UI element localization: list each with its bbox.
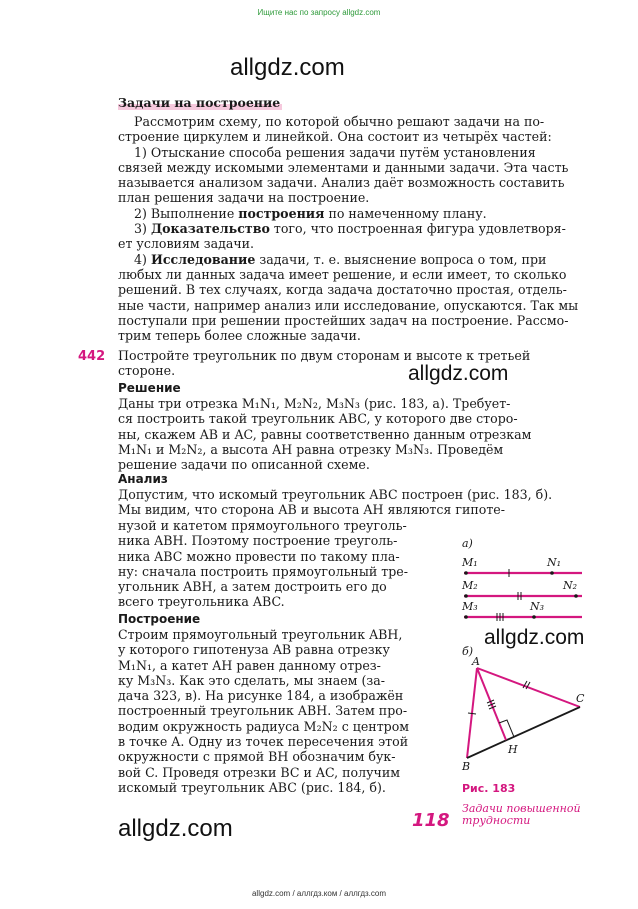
label-point-h: H [508,743,518,756]
text-line: угольник ABH, а затем достроить его до [118,579,387,595]
construction-block [118,627,456,795]
label-n2: N₂ [563,579,578,592]
text-line: план решения задачи на построение. [118,190,370,206]
text-line: дача 323, в). На рисунке 184, а изображён [118,688,404,704]
problem-number: 442 [78,349,106,364]
text-line: любых ли данных задача имеет решение, и если имеет, то сколько [118,266,567,282]
intro-text [118,114,586,343]
text-line: связей между искомыми элементами и данными задачи. Эта часть [118,159,569,175]
problem-text [118,348,586,379]
text-line: 2) Выполнение построения по намеченному плану. [134,205,487,221]
text-line: поступали при решении простейших задач на построение. Рассмо- [118,312,569,328]
text-line: решений. В тех случаях, когда задача достаточно простая, отдель- [118,282,567,298]
text-line: ку M₃N₃. Как это сделать, мы знаем (за- [118,672,386,688]
triangle-figure [0,0,1,1]
text-line: ника ABH. Поэтому построение треуголь- [118,533,398,549]
segment-3 [464,613,582,621]
analysis-narrow [118,518,456,610]
text-line: Мы видим, что сторона AB и высота AH являются гипоте- [118,502,505,518]
text-line: ет условиям задачи. [118,236,255,252]
watermark-middle: allgdz.com [408,362,509,385]
text-line: нузой и катетом прямоугольного треуголь- [118,518,407,533]
watermark-top: allgdz.com [230,54,345,81]
label-m2: M₂ [462,579,478,592]
footer-links: allgdz.com / аллгдз.ком / аллгдз.com [251,889,387,898]
label-n1: N₁ [547,556,562,569]
text-line: ника ABC можно провести по такому пла- [118,548,400,564]
label-point-b: B [462,760,471,773]
text-line: у которого гипотенуза AB равна отрезку [118,642,390,658]
text-line: всего треугольника ABC. [118,594,285,610]
text-line: Задачи повышенной [462,802,581,815]
watermark-figure: allgdz.com [484,626,585,649]
text-line: построенный треугольник ABH. Затем про- [118,703,408,719]
text-line: 1) Отыскание способа решения задачи путём установления [134,144,536,160]
text-line: искомый треугольник ABC (рис. 184, б). [118,779,386,795]
difficulty-note [462,803,592,827]
text-line: в точке A. Одну из точек пересечения этой [118,734,409,750]
figure-label-b: б) [462,645,474,658]
label-n3: N₃ [530,600,545,613]
text-line: 3) Доказательство того, что построенная фигура удовлетворя- [134,221,566,237]
text-line: 4) Исследование задачи, т. е. выяснение вопроса о том, при [134,251,547,267]
figure-caption: Рис. 183 [462,782,516,795]
text-line: строение циркулем и линейкой. Она состоит из четырёх частей: [118,129,552,145]
top-search-note: Ищите нас по запросу allgdz.com [257,8,381,17]
text-line: трим теперь более сложные задачи. [118,328,361,344]
text-line: Строим прямоугольный треугольник ABH, [118,627,403,642]
text-line: называется анализом задачи. Анализ даёт возможность составить [118,175,565,191]
text-line: окружности с прямой BH обозначим бук- [118,749,396,765]
section-title: Задачи на построение [118,95,281,110]
text-line: M₁N₁ и M₂N₂, а высота AH равна отрезку M₃N₃. Проведём [118,441,504,457]
label-point-a: A [472,655,480,668]
label-point-c: C [576,692,585,705]
analysis-heading: Анализ [118,472,168,486]
label-m3: M₃ [462,600,478,613]
text-line: вой C. Проведя отрезки BC и AC, получим [118,764,401,780]
watermark-bottom: allgdz.com [118,815,233,842]
page-number: 118 [412,810,450,831]
text-line: ся построить такой треугольник ABC, у которого две сторо- [118,411,518,427]
text-line: ные части, например анализ или исследование, опускаются. Так мы [118,297,579,313]
analysis-wide [118,487,586,518]
solution-heading: Решение [118,381,181,395]
text-line: трудности [462,814,531,827]
text-line: ну: сначала построить прямоугольный тре- [118,563,408,579]
text-line: водим окружность радиуса M₂N₂ с центром [118,718,410,734]
text-line: Допустим, что искомый треугольник ABC построен (рис. 183, б). [118,487,553,502]
text-line: Даны три отрезка M₁N₁, M₂N₂, M₃N₃ (рис. 183, а). Требует- [118,396,511,411]
text-line: стороне. [118,363,176,379]
label-m1: M₁ [462,556,478,569]
text-line: решение задачи по описанной схеме. [118,457,370,473]
solution-block [118,381,586,472]
text-line: M₁N₁, а катет AH равен данному отрез- [118,657,381,673]
segment-2 [464,592,582,600]
text-line: ны, скажем AB и AC, равны соответственно данным отрезкам [118,426,532,442]
figure-label-a: а) [462,537,473,550]
text-line: Рассмотрим схему, по которой обычно решают задачи на по- [134,114,545,129]
segment-1 [464,569,582,577]
triangle-abc [467,668,580,758]
construction-heading: Построение [118,612,201,626]
text-line: Постройте треугольник по двум сторонам и высоте к третьей [118,348,531,363]
